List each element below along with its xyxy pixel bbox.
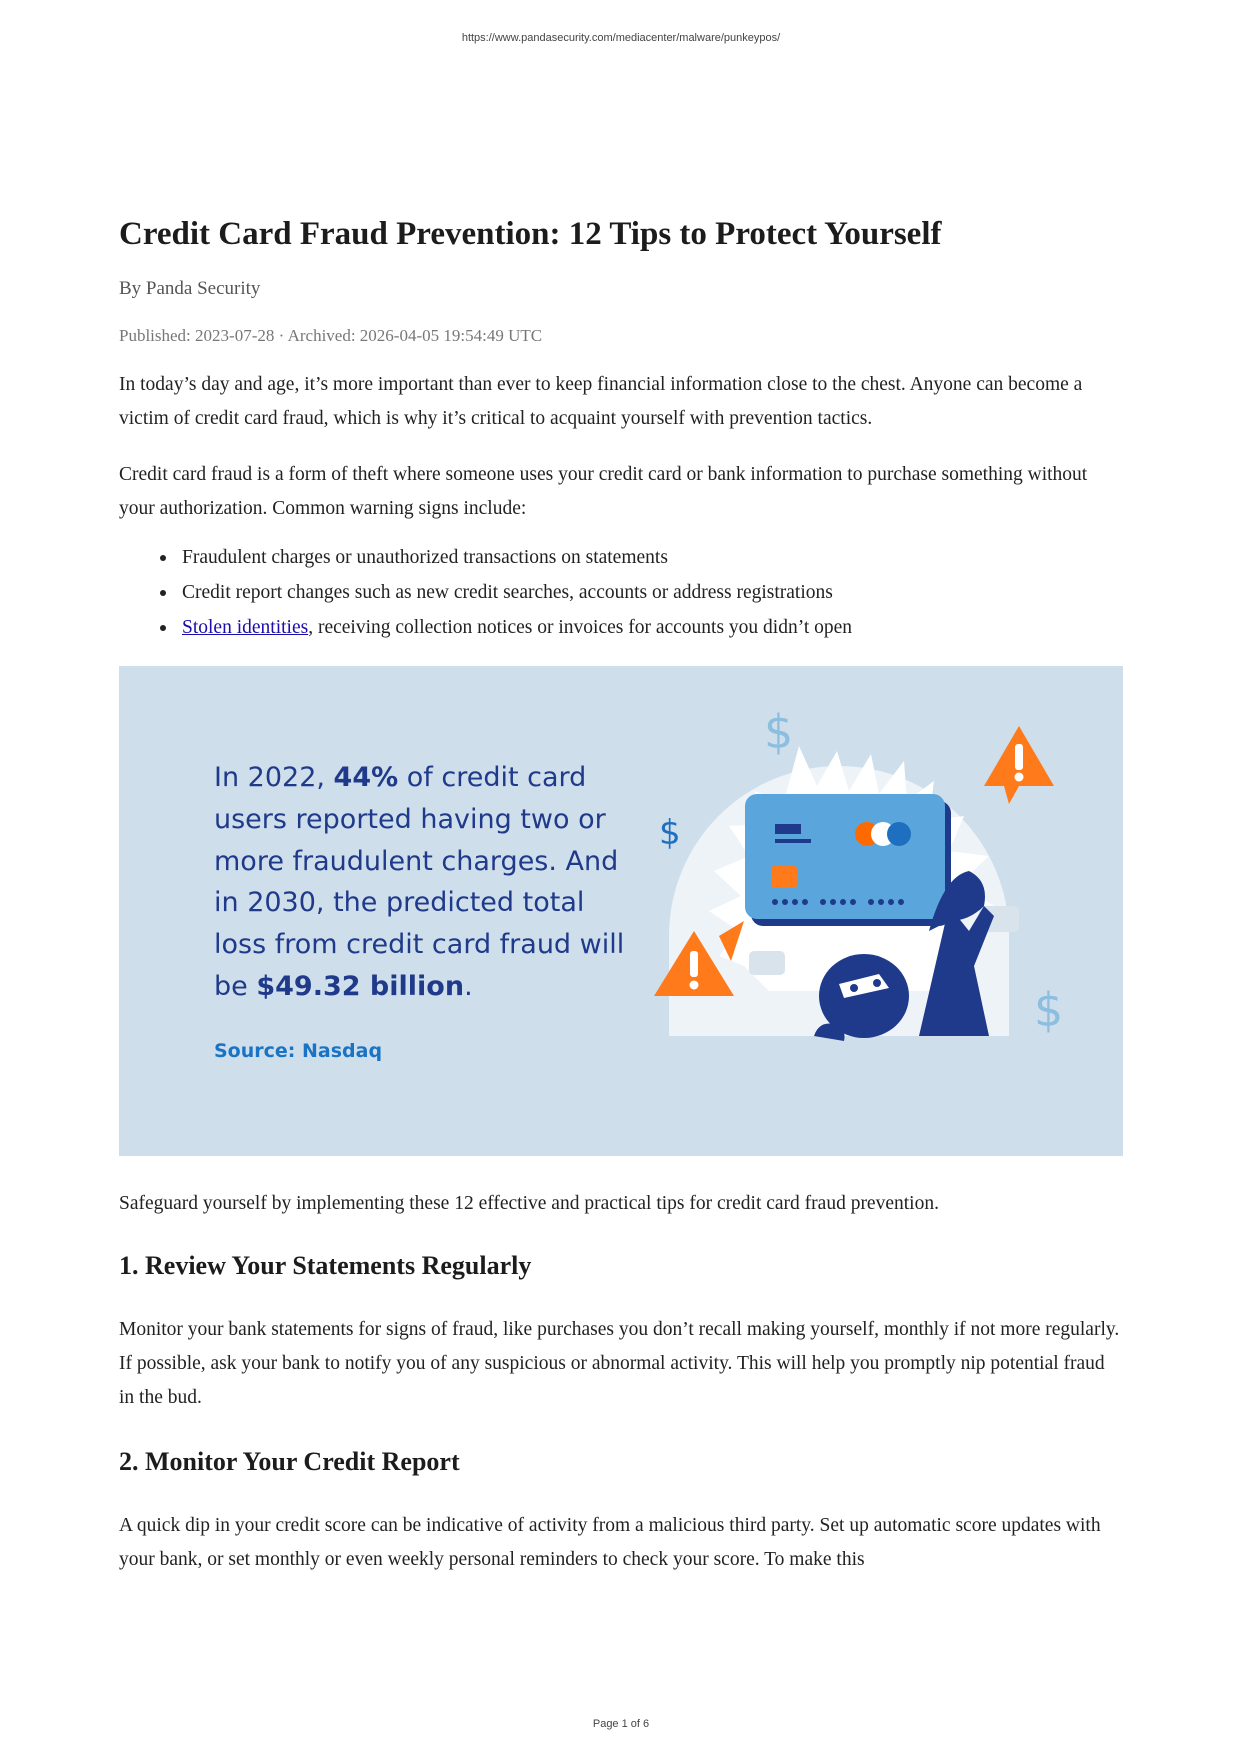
article: [119, 212, 1123, 1577]
section-paragraph: A quick dip in your credit score can be indicative of activity from a malicious third party. Set up automatic score updates with your bank, or set monthly or even weekly personal reminders to check your score. To make this: [119, 1515, 1101, 1570]
page-url-header: https://www.pandasecurity.com/mediacenter/malware/punkeypos/: [461, 32, 781, 44]
list-item: [182, 575, 1123, 610]
dollar-sign-icon: $: [764, 706, 794, 759]
infographic-highlight-percent: 44%: [333, 762, 399, 793]
infographic-source: Source: Nasdaq: [214, 1040, 383, 1062]
dollar-sign-icon: $: [659, 813, 681, 853]
definition-paragraph: Credit card fraud is a form of theft where someone uses your credit card or bank information to purchase something without your authorization. Common warning signs include:: [119, 464, 1088, 519]
credit-card-icon: [745, 794, 951, 926]
section-paragraph: Monitor your bank statements for signs of fraud, like purchases you don’t recall making yourself, monthly if not more regularly. If possible, ask your bank to notify you of any suspicious or abnormal activity. This will help you promptly nip potential fraud in the bud.: [119, 1319, 1120, 1408]
warning-icon: [984, 726, 1054, 804]
infographic-text-part: of credit card users reported having two or more fraudulent charges. And in 2030, the predicted total loss from credit card fraud will be: [214, 762, 625, 1002]
infographic-text-part: .: [464, 970, 473, 1002]
infographic-text-part: In 2022,: [214, 762, 334, 793]
section-heading: 2. Monitor Your Credit Report: [119, 1447, 460, 1476]
article-title: Credit Card Fraud Prevention: 12 Tips to Protect Yourself: [119, 216, 942, 252]
fraud-illustration: [649, 706, 1089, 1076]
infographic-highlight-amount: $49.32 billion: [256, 970, 465, 1002]
list-item-text: Fraudulent charges or unauthorized transactions on statements: [182, 547, 668, 568]
stolen-identities-link[interactable]: Stolen identities: [182, 617, 309, 638]
list-item: [182, 540, 1123, 575]
fraud-statistics-infographic: [119, 666, 1123, 1156]
section-heading: 1. Review Your Statements Regularly: [119, 1251, 532, 1280]
article-meta: Published: 2023-07-28 · Archived: 2026-04-05 19:54:49 UTC: [119, 326, 543, 345]
infographic-statistic-text: [214, 757, 634, 1008]
dollar-sign-icon: $: [1034, 983, 1064, 1037]
list-item-text: Credit report changes such as new credit searches, accounts or address registrations: [182, 582, 833, 603]
intro-paragraph: In today’s day and age, it’s more important than ever to keep financial information close to the chest. Anyone can become a victim of credit card fraud, which is why it’s critical to acquaint yourself with prevention tactics.: [119, 374, 1083, 429]
list-item-text: , receiving collection notices or invoices for accounts you didn’t open: [308, 617, 853, 638]
article-byline: By Panda Security: [119, 278, 261, 299]
lead-in-paragraph: Safeguard yourself by implementing these 12 effective and practical tips for credit card fraud prevention.: [119, 1193, 939, 1214]
list-item: [182, 610, 1123, 645]
warning-signs-list: [119, 540, 1123, 645]
faint-card-shape: [749, 951, 785, 975]
page-number: Page 1 of 6: [592, 1718, 650, 1730]
